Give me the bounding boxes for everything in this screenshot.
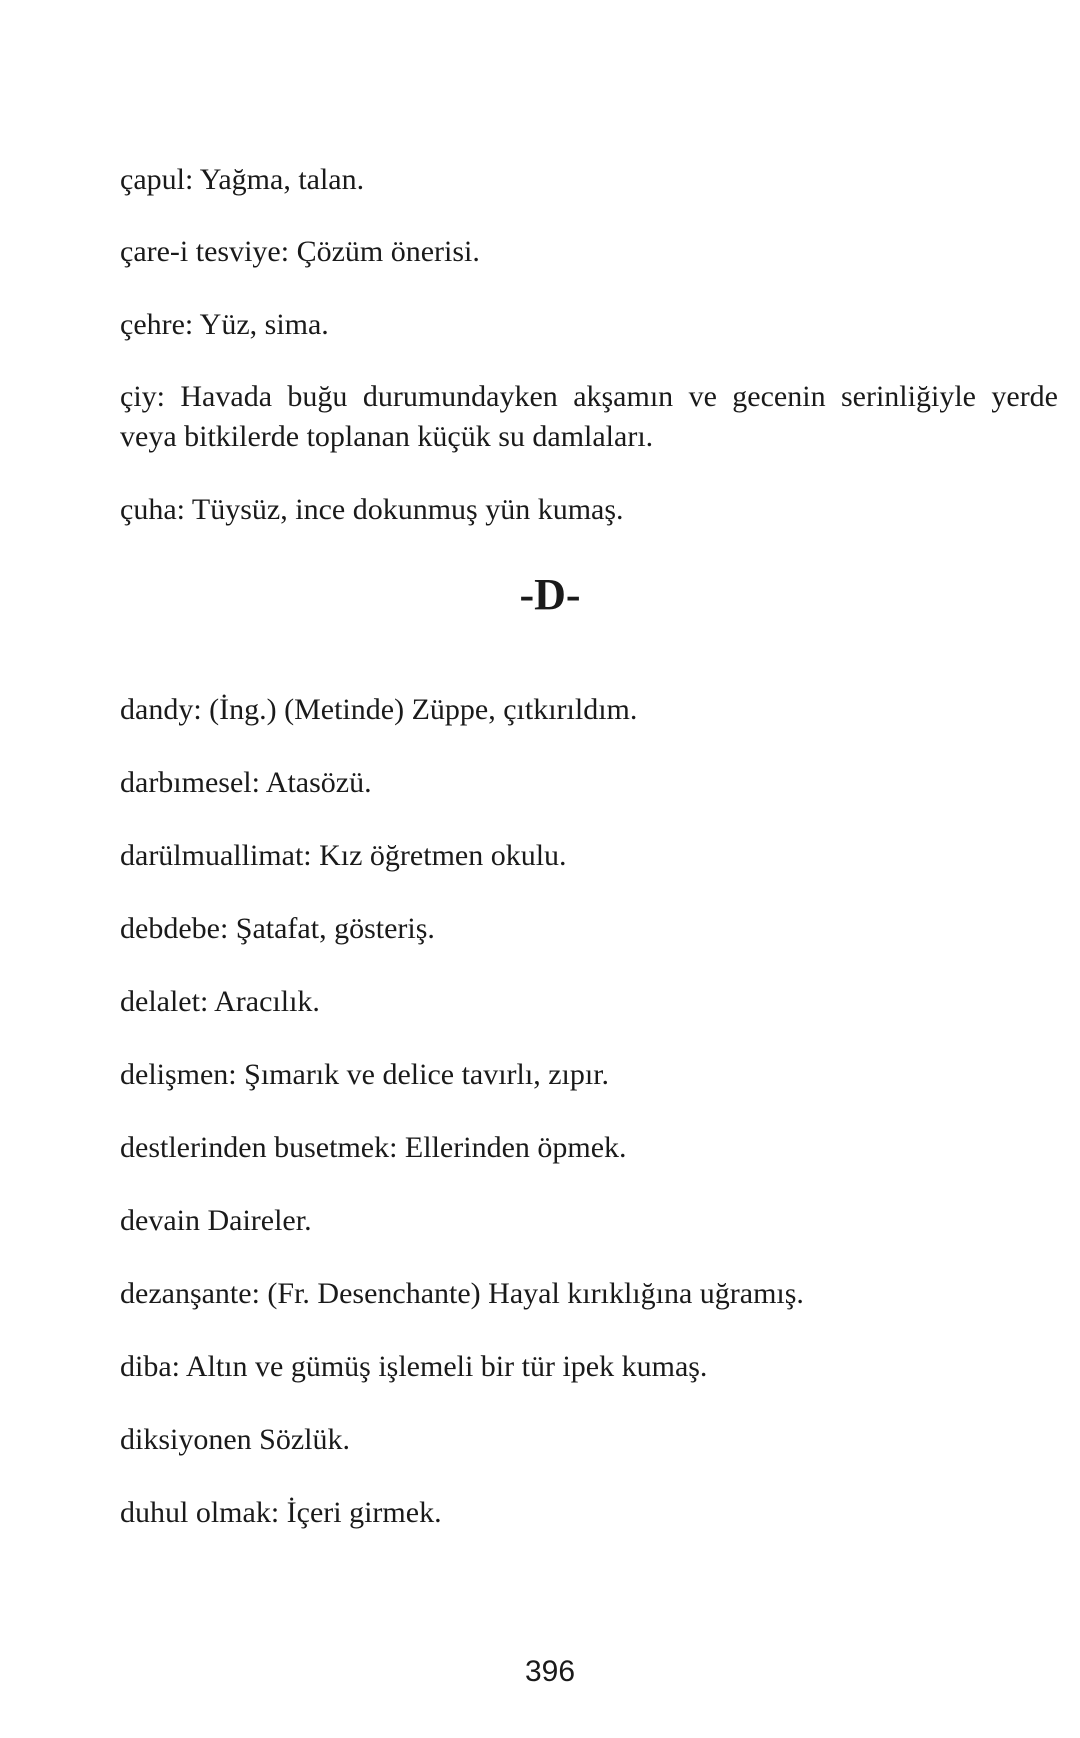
glossary-entry-darulmuallimat: darülmuallimat: Kız öğretmen okulu.: [120, 839, 567, 872]
glossary-entry-debdebe: debdebe: Şatafat, gösteriş.: [120, 912, 435, 945]
glossary-entry-dandy: dandy: (İng.) (Metinde) Züppe, çıtkırıldım.: [120, 693, 638, 726]
glossary-entry-cuha: çuha: Tüysüz, ince dokunmuş yün kumaş.: [120, 493, 624, 526]
glossary-entry-delismen: delişmen: Şımarık ve delice tavırlı, zıpır.: [120, 1058, 610, 1091]
glossary-entry-care-i-tesviye: çare-i tesviye: Çözüm önerisi.: [120, 235, 480, 268]
glossary-entry-ciy: çiy: Havada buğu durumundayken akşamın ve gecenin serinliğiyle yerde veya bitkilerde toplanan küçük su damlaları.: [120, 380, 1058, 453]
glossary-entry-duhul-olmak: duhul olmak: İçeri girmek.: [120, 1496, 442, 1529]
glossary-entry-capul: çapul: Yağma, talan.: [120, 163, 365, 196]
page-number: 396: [524, 1655, 576, 1688]
glossary-entry-diksiyonen: diksiyonen Sözlük.: [120, 1423, 350, 1456]
glossary-entry-devain: devain Daireler.: [120, 1204, 312, 1237]
glossary-entry-diba: diba: Altın ve gümüş işlemeli bir tür ipek kumaş.: [120, 1350, 708, 1383]
glossary-entry-dezansante: dezanşante: (Fr. Desenchante) Hayal kırıklığına uğramış.: [120, 1277, 804, 1310]
glossary-entry-cehre: çehre: Yüz, sima.: [120, 308, 329, 341]
glossary-entry-destlerinden-busetmek: destlerinden busetmek: Ellerinden öpmek.: [120, 1131, 627, 1164]
glossary-entry-delalet: delalet: Aracılık.: [120, 985, 320, 1018]
section-heading-d: -D-: [519, 570, 581, 619]
glossary-entry-darbimesel: darbımesel: Atasözü.: [120, 766, 372, 799]
